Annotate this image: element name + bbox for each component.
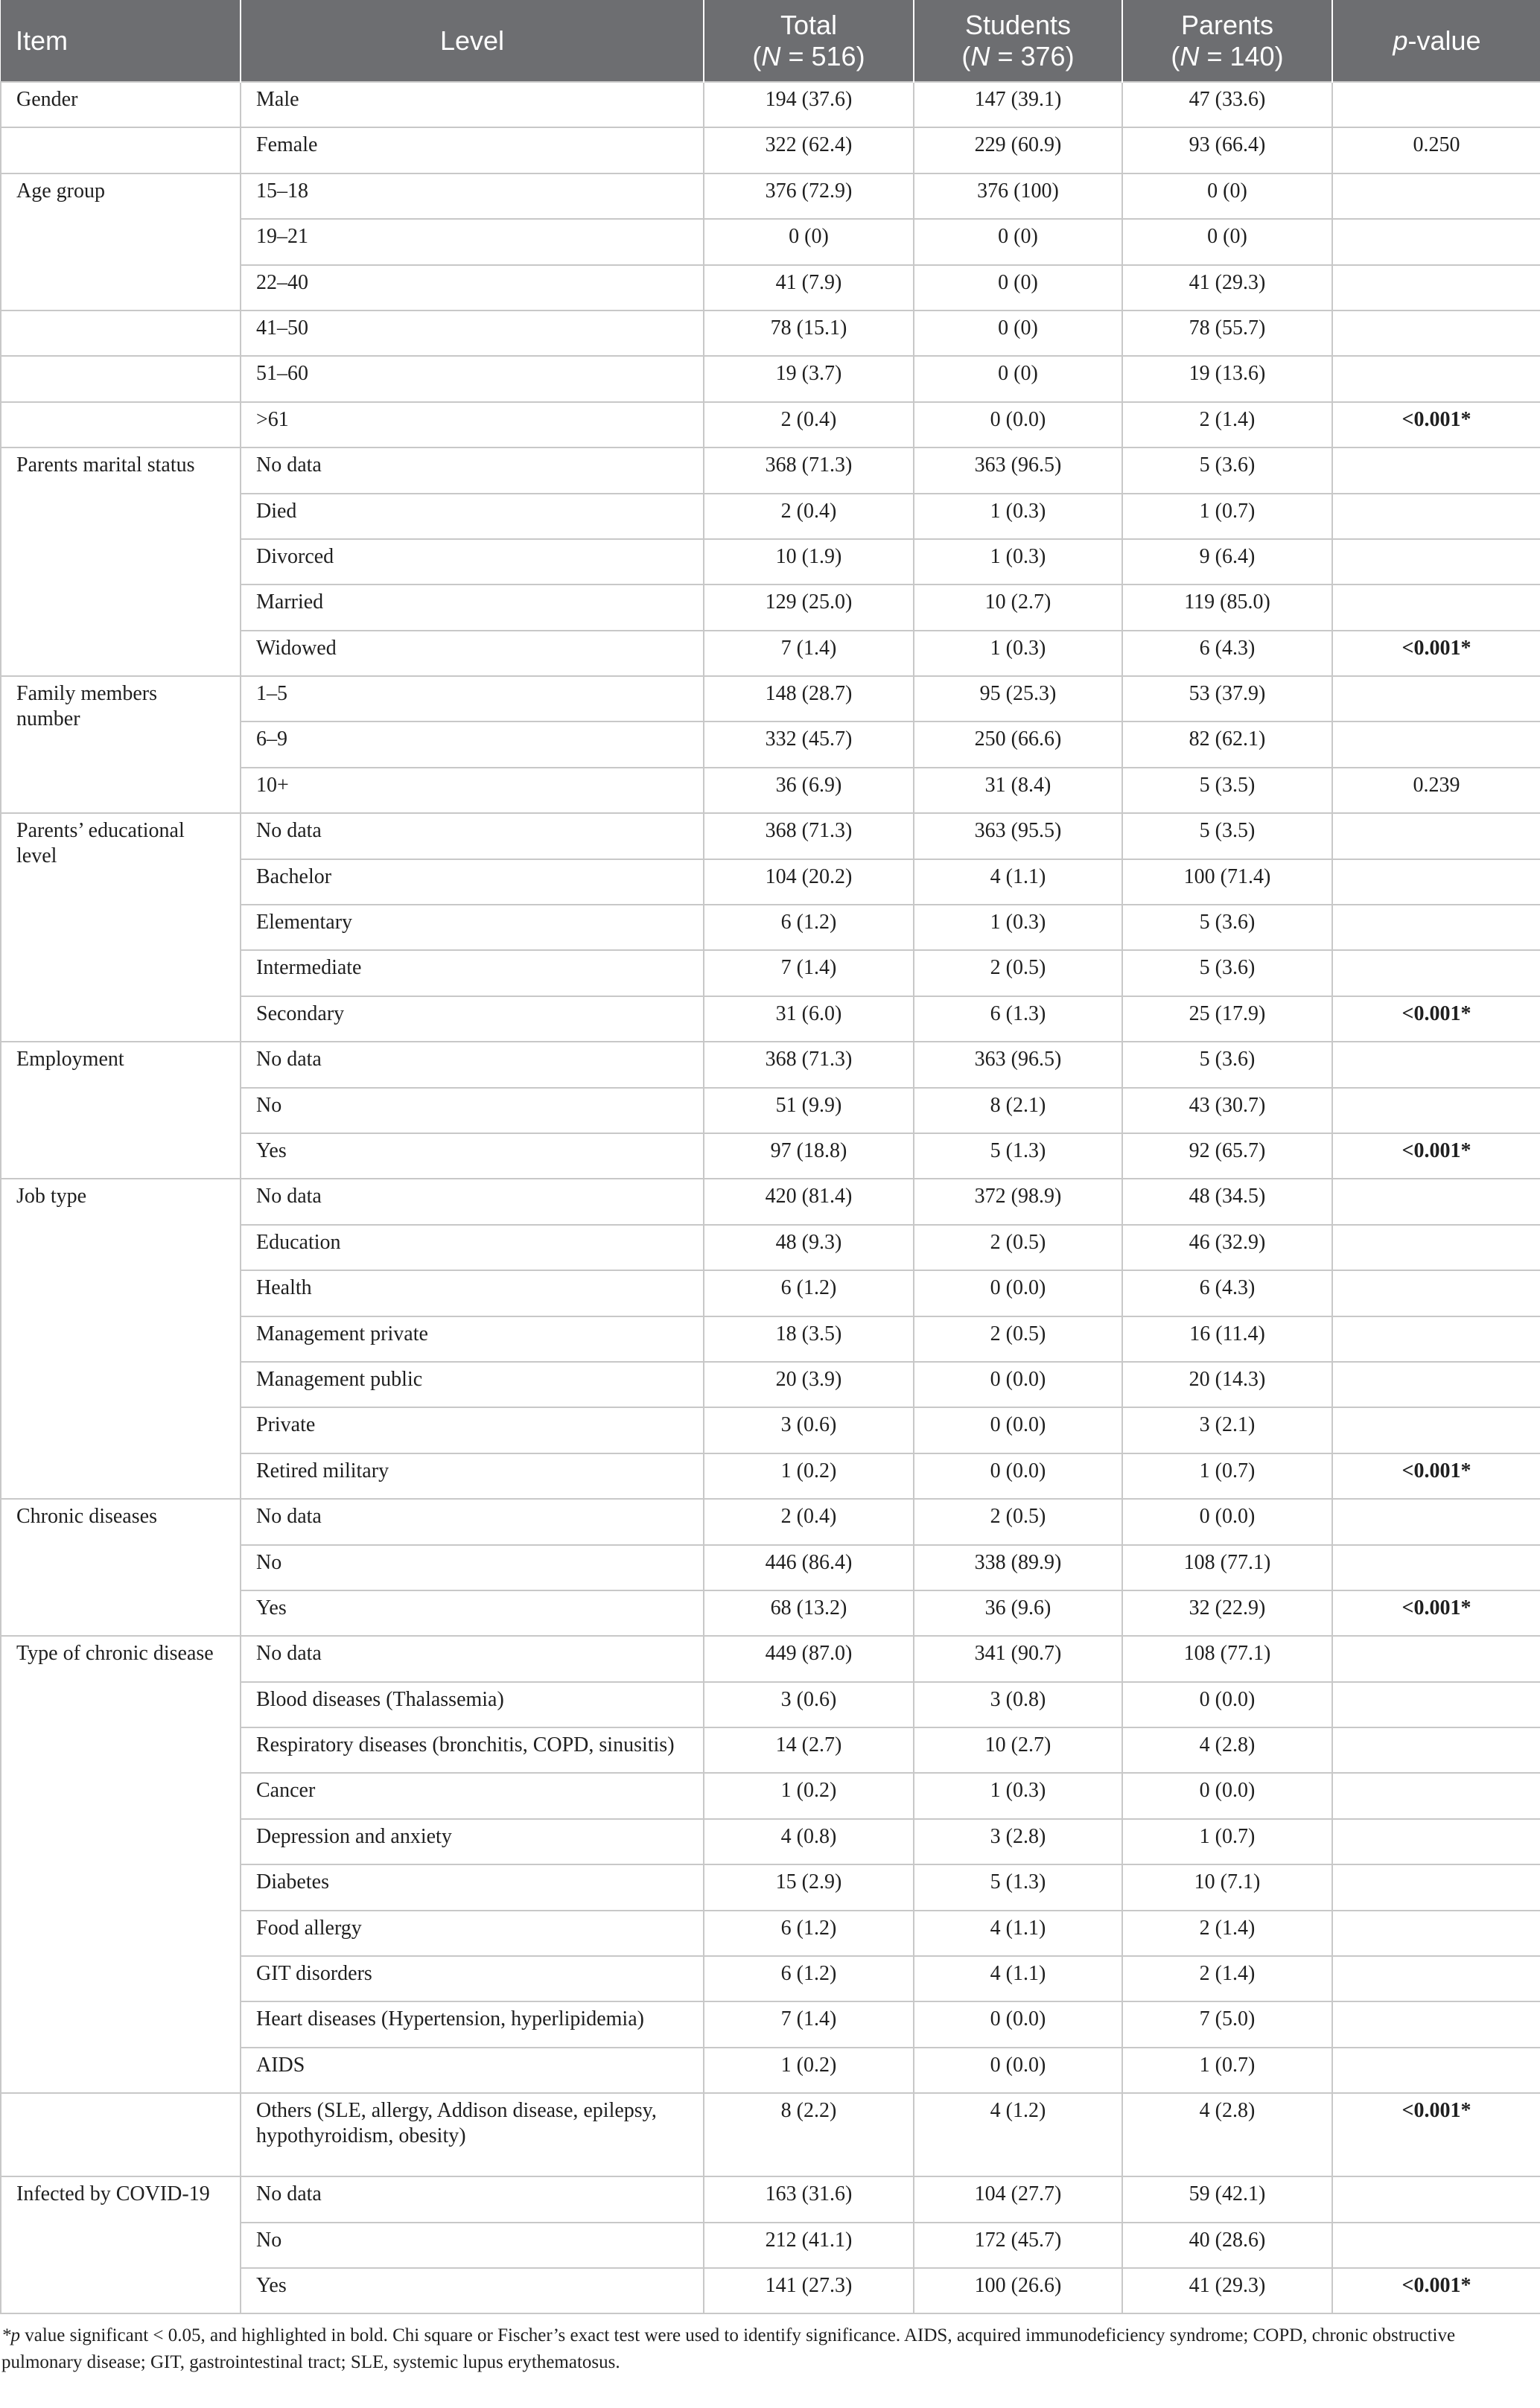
cell-parents: 19 (13.6)	[1122, 356, 1332, 401]
cell-students: 3 (0.8)	[914, 1682, 1122, 1727]
cell-level: No data	[241, 1499, 704, 1544]
cell-item: Family members number	[1, 676, 241, 813]
table-row	[1, 1499, 1540, 1544]
cell-pvalue	[1332, 1773, 1540, 1818]
cell-item	[1, 127, 241, 173]
header-row	[1, 0, 1540, 82]
table-row	[1, 173, 1540, 219]
cell-students: 363 (96.5)	[914, 1042, 1122, 1087]
cell-level: Yes	[241, 1133, 704, 1179]
cell-pvalue: 0.239	[1332, 768, 1540, 813]
cell-parents: 59 (42.1)	[1122, 2176, 1332, 2222]
cell-item: Parents’ educational level	[1, 813, 241, 1042]
cell-total: 0 (0)	[704, 219, 914, 264]
cell-pvalue	[1332, 2048, 1540, 2093]
cell-level: Elementary	[241, 905, 704, 950]
cell-total: 68 (13.2)	[704, 1590, 914, 1636]
cell-pvalue	[1332, 1225, 1540, 1270]
cell-level: Food allergy	[241, 1911, 704, 1956]
cell-parents: 10 (7.1)	[1122, 1864, 1332, 1910]
cell-students: 0 (0.0)	[914, 1407, 1122, 1453]
cell-total: 48 (9.3)	[704, 1225, 914, 1270]
cell-level: Secondary	[241, 996, 704, 1042]
cell-total: 376 (72.9)	[704, 173, 914, 219]
cell-pvalue	[1332, 1088, 1540, 1133]
cell-pvalue	[1332, 813, 1540, 859]
cell-total: 2 (0.4)	[704, 494, 914, 539]
cell-level: Died	[241, 494, 704, 539]
cell-level: Female	[241, 127, 704, 173]
cell-pvalue	[1332, 1407, 1540, 1453]
cell-level: Bachelor	[241, 859, 704, 905]
cell-parents: 47 (33.6)	[1122, 82, 1332, 127]
cell-parents: 7 (5.0)	[1122, 2001, 1332, 2047]
cell-students: 36 (9.6)	[914, 1590, 1122, 1636]
cell-total: 10 (1.9)	[704, 539, 914, 585]
cell-level: AIDS	[241, 2048, 704, 2093]
table-row	[1, 2176, 1540, 2222]
cell-level: Yes	[241, 1590, 704, 1636]
cell-students: 104 (27.7)	[914, 2176, 1122, 2222]
cell-parents: 82 (62.1)	[1122, 722, 1332, 767]
cell-parents: 2 (1.4)	[1122, 402, 1332, 447]
cell-pvalue: <0.001*	[1332, 996, 1540, 1042]
cell-level: No	[241, 1088, 704, 1133]
cell-level: Health	[241, 1270, 704, 1316]
cell-total: 18 (3.5)	[704, 1316, 914, 1362]
cell-item: Gender	[1, 82, 241, 127]
cell-level: Retired military	[241, 1453, 704, 1499]
cell-students: 5 (1.3)	[914, 1864, 1122, 1910]
cell-students: 5 (1.3)	[914, 1133, 1122, 1179]
cell-total: 368 (71.3)	[704, 813, 914, 859]
cell-total: 20 (3.9)	[704, 1362, 914, 1407]
cell-level: 51–60	[241, 356, 704, 401]
cell-total: 6 (1.2)	[704, 1956, 914, 2001]
cell-total: 446 (86.4)	[704, 1545, 914, 1590]
cell-parents: 5 (3.6)	[1122, 447, 1332, 493]
table-row	[1, 2093, 1540, 2176]
cell-parents: 0 (0)	[1122, 173, 1332, 219]
cell-pvalue	[1332, 356, 1540, 401]
cell-parents: 1 (0.7)	[1122, 494, 1332, 539]
cell-total: 36 (6.9)	[704, 768, 914, 813]
cell-level: No data	[241, 1636, 704, 1681]
cell-parents: 108 (77.1)	[1122, 1545, 1332, 1590]
cell-students: 0 (0)	[914, 356, 1122, 401]
header-total-title: Total	[780, 9, 838, 40]
cell-pvalue	[1332, 310, 1540, 356]
cell-total: 8 (2.2)	[704, 2093, 914, 2176]
cell-parents: 93 (66.4)	[1122, 127, 1332, 173]
cell-pvalue: <0.001*	[1332, 1590, 1540, 1636]
cell-students: 172 (45.7)	[914, 2223, 1122, 2268]
table-row	[1, 402, 1540, 447]
cell-students: 31 (8.4)	[914, 768, 1122, 813]
cell-item	[1, 2093, 241, 2176]
cell-parents: 6 (4.3)	[1122, 631, 1332, 676]
cell-level: 6–9	[241, 722, 704, 767]
cell-level: 41–50	[241, 310, 704, 356]
cell-students: 3 (2.8)	[914, 1819, 1122, 1864]
cell-students: 376 (100)	[914, 173, 1122, 219]
cell-students: 1 (0.3)	[914, 1773, 1122, 1818]
cell-total: 322 (62.4)	[704, 127, 914, 173]
cell-pvalue: <0.001*	[1332, 1133, 1540, 1179]
cell-parents: 5 (3.6)	[1122, 1042, 1332, 1087]
cell-parents: 53 (37.9)	[1122, 676, 1332, 722]
cell-students: 0 (0.0)	[914, 1453, 1122, 1499]
cell-students: 8 (2.1)	[914, 1088, 1122, 1133]
cell-level: Private	[241, 1407, 704, 1453]
cell-level: Education	[241, 1225, 704, 1270]
cell-pvalue	[1332, 1911, 1540, 1956]
cell-total: 6 (1.2)	[704, 1911, 914, 1956]
cell-pvalue: <0.001*	[1332, 1453, 1540, 1499]
cell-students: 363 (95.5)	[914, 813, 1122, 859]
footnote-p-symbol: *p	[1, 2325, 20, 2345]
cell-pvalue: <0.001*	[1332, 2093, 1540, 2176]
table-row	[1, 447, 1540, 493]
table-footnote	[0, 2322, 1521, 2376]
cell-total: 7 (1.4)	[704, 950, 914, 996]
cell-parents: 0 (0)	[1122, 219, 1332, 264]
cell-parents: 1 (0.7)	[1122, 1453, 1332, 1499]
cell-level: Management public	[241, 1362, 704, 1407]
cell-students: 1 (0.3)	[914, 631, 1122, 676]
cell-level: Management private	[241, 1316, 704, 1362]
table-row	[1, 1042, 1540, 1087]
cell-students: 2 (0.5)	[914, 1499, 1122, 1544]
cell-pvalue	[1332, 676, 1540, 722]
cell-parents: 48 (34.5)	[1122, 1179, 1332, 1224]
cell-parents: 2 (1.4)	[1122, 1911, 1332, 1956]
cell-level: No data	[241, 1042, 704, 1087]
header-total	[704, 0, 914, 82]
cell-total: 7 (1.4)	[704, 2001, 914, 2047]
table-row	[1, 813, 1540, 859]
cell-pvalue	[1332, 859, 1540, 905]
cell-students: 0 (0.0)	[914, 2001, 1122, 2047]
header-students-n: (N = 376)	[961, 40, 1075, 71]
cell-pvalue	[1332, 1727, 1540, 1773]
cell-parents: 92 (65.7)	[1122, 1133, 1332, 1179]
cell-total: 141 (27.3)	[704, 2268, 914, 2313]
cell-total: 15 (2.9)	[704, 1864, 914, 1910]
cell-students: 2 (0.5)	[914, 1225, 1122, 1270]
cell-level: Diabetes	[241, 1864, 704, 1910]
cell-total: 41 (7.9)	[704, 265, 914, 310]
cell-level: No	[241, 2223, 704, 2268]
cell-item: Infected by COVID-19	[1, 2176, 241, 2313]
cell-pvalue	[1332, 1636, 1540, 1681]
header-parents-n: (N = 140)	[1171, 40, 1284, 71]
cell-total: 2 (0.4)	[704, 402, 914, 447]
cell-pvalue: <0.001*	[1332, 631, 1540, 676]
cell-pvalue	[1332, 1545, 1540, 1590]
table-row	[1, 1636, 1540, 1681]
header-level: Level	[241, 0, 704, 82]
cell-parents: 119 (85.0)	[1122, 585, 1332, 630]
cell-parents: 43 (30.7)	[1122, 1088, 1332, 1133]
cell-parents: 5 (3.5)	[1122, 768, 1332, 813]
cell-pvalue	[1332, 265, 1540, 310]
cell-item	[1, 402, 241, 447]
cell-total: 7 (1.4)	[704, 631, 914, 676]
cell-students: 1 (0.3)	[914, 905, 1122, 950]
cell-item: Age group	[1, 173, 241, 310]
cell-total: 1 (0.2)	[704, 2048, 914, 2093]
cell-level: No	[241, 1545, 704, 1590]
cell-pvalue: <0.001*	[1332, 2268, 1540, 2313]
cell-students: 0 (0)	[914, 265, 1122, 310]
cell-level: >61	[241, 402, 704, 447]
cell-students: 10 (2.7)	[914, 585, 1122, 630]
cell-item	[1, 310, 241, 356]
cell-parents: 9 (6.4)	[1122, 539, 1332, 585]
cell-pvalue	[1332, 722, 1540, 767]
cell-pvalue	[1332, 950, 1540, 996]
table-row	[1, 356, 1540, 401]
cell-students: 95 (25.3)	[914, 676, 1122, 722]
cell-parents: 25 (17.9)	[1122, 996, 1332, 1042]
table-body	[1, 82, 1540, 2313]
cell-pvalue	[1332, 2001, 1540, 2047]
cell-parents: 46 (32.9)	[1122, 1225, 1332, 1270]
cell-level: Divorced	[241, 539, 704, 585]
cell-total: 51 (9.9)	[704, 1088, 914, 1133]
cell-total: 104 (20.2)	[704, 859, 914, 905]
cell-students: 0 (0)	[914, 310, 1122, 356]
cell-level: Respiratory diseases (bronchitis, COPD, sinusitis)	[241, 1727, 704, 1773]
cell-students: 338 (89.9)	[914, 1545, 1122, 1590]
cell-parents: 0 (0.0)	[1122, 1499, 1332, 1544]
table-row	[1, 1179, 1540, 1224]
cell-pvalue	[1332, 905, 1540, 950]
cell-item: Chronic diseases	[1, 1499, 241, 1636]
cell-parents: 32 (22.9)	[1122, 1590, 1332, 1636]
cell-total: 194 (37.6)	[704, 82, 914, 127]
cell-parents: 40 (28.6)	[1122, 2223, 1332, 2268]
cell-parents: 41 (29.3)	[1122, 2268, 1332, 2313]
cell-parents: 16 (11.4)	[1122, 1316, 1332, 1362]
cell-pvalue	[1332, 1362, 1540, 1407]
cell-level: 19–21	[241, 219, 704, 264]
cell-total: 78 (15.1)	[704, 310, 914, 356]
cell-total: 14 (2.7)	[704, 1727, 914, 1773]
cell-total: 368 (71.3)	[704, 1042, 914, 1087]
cell-total: 4 (0.8)	[704, 1819, 914, 1864]
cell-parents: 1 (0.7)	[1122, 2048, 1332, 2093]
cell-total: 420 (81.4)	[704, 1179, 914, 1224]
cell-level: Others (SLE, allergy, Addison disease, epilepsy, hypothyroidism, obesity)	[241, 2093, 704, 2176]
cell-students: 10 (2.7)	[914, 1727, 1122, 1773]
cell-total: 148 (28.7)	[704, 676, 914, 722]
cell-level: 15–18	[241, 173, 704, 219]
cell-students: 2 (0.5)	[914, 950, 1122, 996]
cell-parents: 108 (77.1)	[1122, 1636, 1332, 1681]
table-row	[1, 310, 1540, 356]
cell-total: 1 (0.2)	[704, 1453, 914, 1499]
cell-parents: 6 (4.3)	[1122, 1270, 1332, 1316]
cell-parents: 2 (1.4)	[1122, 1956, 1332, 2001]
cell-total: 31 (6.0)	[704, 996, 914, 1042]
cell-students: 100 (26.6)	[914, 2268, 1122, 2313]
cell-pvalue	[1332, 219, 1540, 264]
cell-level: No data	[241, 813, 704, 859]
cell-pvalue	[1332, 447, 1540, 493]
cell-pvalue	[1332, 2223, 1540, 2268]
cell-parents: 3 (2.1)	[1122, 1407, 1332, 1453]
cell-total: 1 (0.2)	[704, 1773, 914, 1818]
cell-students: 229 (60.9)	[914, 127, 1122, 173]
cell-total: 6 (1.2)	[704, 1270, 914, 1316]
cell-total: 332 (45.7)	[704, 722, 914, 767]
cell-total: 2 (0.4)	[704, 1499, 914, 1544]
cell-pvalue	[1332, 1499, 1540, 1544]
footnote-text: value significant < 0.05, and highlighted in bold. Chi square or Fischer’s exact test were used to identify significance. AIDS, acquired immunodeficiency syndrome; COPD, chronic obstructive pulmonary disease; GIT, gastrointestinal tract; SLE, systemic lupus erythematosus.	[1, 2325, 1456, 2372]
cell-parents: 0 (0.0)	[1122, 1773, 1332, 1818]
cell-pvalue	[1332, 1316, 1540, 1362]
cell-students: 4 (1.1)	[914, 1956, 1122, 2001]
cell-level: Depression and anxiety	[241, 1819, 704, 1864]
cell-level: Male	[241, 82, 704, 127]
cell-students: 4 (1.1)	[914, 1911, 1122, 1956]
header-parents-title: Parents	[1180, 9, 1274, 40]
cell-pvalue	[1332, 494, 1540, 539]
cell-total: 6 (1.2)	[704, 905, 914, 950]
cell-level: Yes	[241, 2268, 704, 2313]
table-row	[1, 127, 1540, 173]
cell-item: Employment	[1, 1042, 241, 1179]
cell-parents: 100 (71.4)	[1122, 859, 1332, 905]
cell-level: Intermediate	[241, 950, 704, 996]
cell-students: 341 (90.7)	[914, 1636, 1122, 1681]
cell-students: 6 (1.3)	[914, 996, 1122, 1042]
cell-level: Widowed	[241, 631, 704, 676]
cell-level: Married	[241, 585, 704, 630]
cell-students: 0 (0.0)	[914, 1270, 1122, 1316]
cell-level: Blood diseases (Thalassemia)	[241, 1682, 704, 1727]
cell-parents: 5 (3.6)	[1122, 905, 1332, 950]
cell-students: 4 (1.2)	[914, 2093, 1122, 2176]
cell-pvalue	[1332, 1042, 1540, 1087]
cell-pvalue	[1332, 82, 1540, 127]
cell-pvalue	[1332, 1270, 1540, 1316]
cell-level: 1–5	[241, 676, 704, 722]
header-students-title: Students	[964, 9, 1072, 40]
header-pvalue: p-value	[1332, 0, 1540, 82]
cell-students: 1 (0.3)	[914, 539, 1122, 585]
cell-total: 449 (87.0)	[704, 1636, 914, 1681]
cell-students: 0 (0.0)	[914, 1362, 1122, 1407]
cell-pvalue: <0.001*	[1332, 402, 1540, 447]
cell-pvalue	[1332, 1179, 1540, 1224]
cell-item: Parents marital status	[1, 447, 241, 676]
cell-students: 0 (0.0)	[914, 2048, 1122, 2093]
cell-total: 212 (41.1)	[704, 2223, 914, 2268]
cell-students: 250 (66.6)	[914, 722, 1122, 767]
cell-students: 0 (0.0)	[914, 402, 1122, 447]
cell-total: 368 (71.3)	[704, 447, 914, 493]
cell-parents: 4 (2.8)	[1122, 2093, 1332, 2176]
table-row	[1, 82, 1540, 127]
cell-students: 372 (98.9)	[914, 1179, 1122, 1224]
cell-pvalue	[1332, 173, 1540, 219]
cell-students: 4 (1.1)	[914, 859, 1122, 905]
cell-level: GIT disorders	[241, 1956, 704, 2001]
cell-level: 10+	[241, 768, 704, 813]
cell-level: 22–40	[241, 265, 704, 310]
cell-parents: 5 (3.5)	[1122, 813, 1332, 859]
cell-pvalue	[1332, 1864, 1540, 1910]
cell-total: 3 (0.6)	[704, 1407, 914, 1453]
header-total-n: (N = 516)	[752, 40, 865, 71]
cell-total: 97 (18.8)	[704, 1133, 914, 1179]
cell-pvalue	[1332, 2176, 1540, 2222]
header-parents	[1122, 0, 1332, 82]
cell-parents: 41 (29.3)	[1122, 265, 1332, 310]
cell-students: 2 (0.5)	[914, 1316, 1122, 1362]
table-row	[1, 676, 1540, 722]
cell-parents: 78 (55.7)	[1122, 310, 1332, 356]
cell-total: 19 (3.7)	[704, 356, 914, 401]
header-students	[914, 0, 1122, 82]
cell-pvalue	[1332, 585, 1540, 630]
cell-total: 3 (0.6)	[704, 1682, 914, 1727]
cell-parents: 0 (0.0)	[1122, 1682, 1332, 1727]
cell-item: Type of chronic disease	[1, 1636, 241, 2093]
cell-students: 1 (0.3)	[914, 494, 1122, 539]
cell-parents: 1 (0.7)	[1122, 1819, 1332, 1864]
cell-pvalue	[1332, 1956, 1540, 2001]
cell-item: Job type	[1, 1179, 241, 1499]
cell-students: 363 (96.5)	[914, 447, 1122, 493]
cell-total: 129 (25.0)	[704, 585, 914, 630]
cell-parents: 5 (3.6)	[1122, 950, 1332, 996]
cell-parents: 4 (2.8)	[1122, 1727, 1332, 1773]
cell-students: 147 (39.1)	[914, 82, 1122, 127]
cell-level: No data	[241, 447, 704, 493]
cell-students: 0 (0)	[914, 219, 1122, 264]
cell-parents: 20 (14.3)	[1122, 1362, 1332, 1407]
cell-level: Cancer	[241, 1773, 704, 1818]
cell-level: Heart diseases (Hypertension, hyperlipidemia)	[241, 2001, 704, 2047]
header-item: Item	[1, 0, 241, 82]
cell-level: No data	[241, 1179, 704, 1224]
cell-level: No data	[241, 2176, 704, 2222]
cell-pvalue	[1332, 1819, 1540, 1864]
cell-pvalue	[1332, 1682, 1540, 1727]
cell-pvalue	[1332, 539, 1540, 585]
cell-pvalue: 0.250	[1332, 127, 1540, 173]
cell-total: 163 (31.6)	[704, 2176, 914, 2222]
cell-item	[1, 356, 241, 401]
